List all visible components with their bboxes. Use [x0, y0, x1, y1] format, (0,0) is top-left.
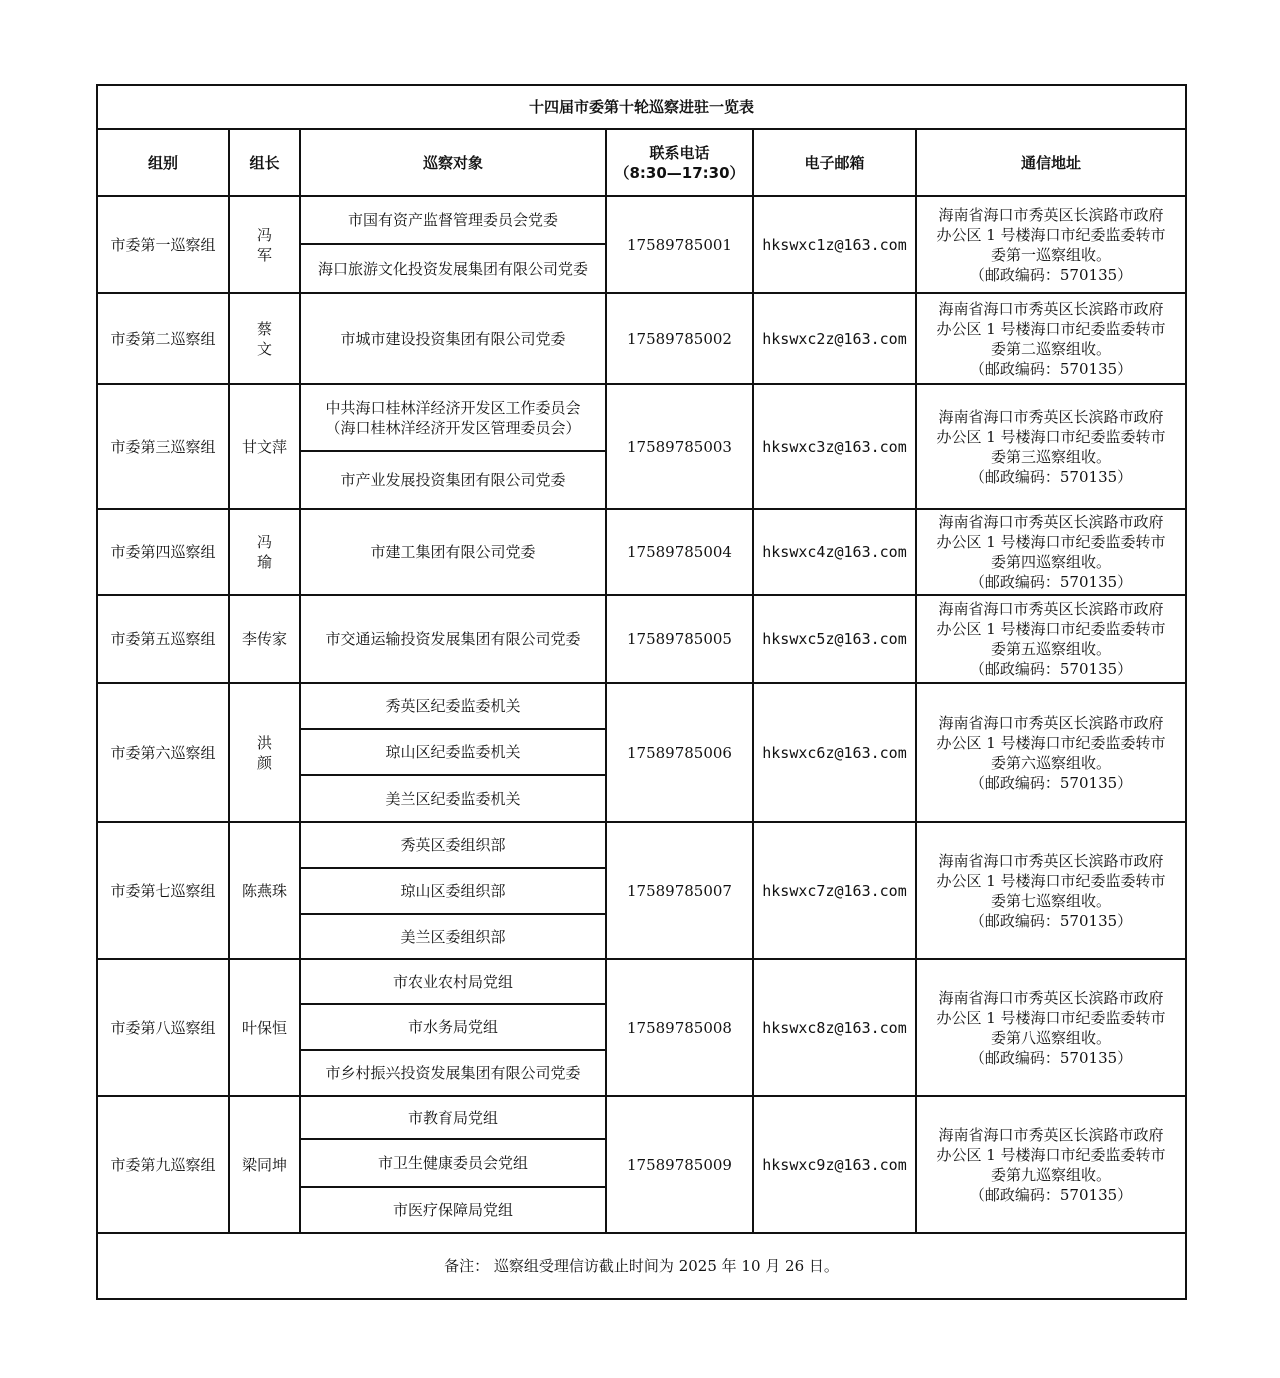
contact-email: hkswxc5z@163.com [753, 595, 916, 683]
inspection-target-line: 秀英区纪委监委机关 [385, 697, 521, 715]
table-row [97, 822, 1186, 868]
mailing-address-line: 委第三巡察组收。 [991, 447, 1112, 466]
inspection-target-line: 秀英区委组织部 [400, 836, 506, 854]
mailing-address-line: 海南省海口市秀英区长滨路市政府 [938, 713, 1164, 732]
table-row [97, 293, 1186, 384]
mailing-address-line: （邮政编码：570135） [969, 467, 1133, 486]
inspection-target-line: 市乡村振兴投资发展集团有限公司党委 [325, 1064, 581, 1082]
mailing-address-line: 办公区 1 号楼海口市纪委监委转市 [936, 427, 1166, 446]
mailing-address-line: 海南省海口市秀英区长滨路市政府 [938, 988, 1164, 1007]
mailing-address-line: 海南省海口市秀英区长滨路市政府 [938, 205, 1164, 224]
inspection-target [300, 293, 606, 384]
contact-email: hkswxc9z@163.com [753, 1096, 916, 1233]
mailing-address-line: （邮政编码：570135） [969, 911, 1133, 930]
inspection-target-line: 市建工集团有限公司党委 [370, 543, 536, 561]
group-leader: 李传家 [229, 595, 300, 683]
mailing-address-line: 委第一巡察组收。 [991, 245, 1112, 264]
group-name: 市委第九巡察组 [97, 1096, 229, 1233]
inspection-target-line: 中共海口桂林洋经济开发区工作委员会 [325, 398, 581, 417]
header-phone-hours: （8:30—17:30） [614, 163, 745, 182]
inspection-target-line: 市教育局党组 [407, 1108, 498, 1127]
header-target: 巡察对象 [300, 129, 606, 196]
table-title: 十四届市委第十轮巡察进驻一览表 [97, 85, 1186, 129]
contact-phone: 17589785002 [606, 293, 753, 384]
mailing-address-line: （邮政编码：570135） [969, 1185, 1133, 1204]
contact-phone: 17589785009 [606, 1096, 753, 1233]
mailing-address-line: 海南省海口市秀英区长滨路市政府 [938, 407, 1164, 426]
inspection-table [96, 84, 1187, 1300]
mailing-address-line: 海南省海口市秀英区长滨路市政府 [938, 851, 1164, 870]
group-name: 市委第四巡察组 [97, 509, 229, 595]
inspection-target [300, 729, 606, 775]
header-phone [606, 129, 753, 196]
inspection-target-line: 美兰区委组织部 [400, 927, 506, 946]
inspection-target [300, 1187, 606, 1233]
inspection-target [300, 775, 606, 822]
mailing-address-line: 海南省海口市秀英区长滨路市政府 [938, 600, 1164, 618]
mailing-address-line: 办公区 1 号楼海口市纪委监委转市 [936, 871, 1166, 890]
mailing-address-line: 海南省海口市秀英区长滨路市政府 [938, 1125, 1164, 1144]
mailing-address [916, 196, 1186, 293]
mailing-address-line: 海南省海口市秀英区长滨路市政府 [938, 513, 1164, 531]
header-address: 通信地址 [916, 129, 1186, 196]
group-name: 市委第三巡察组 [97, 384, 229, 509]
inspection-target [300, 1096, 606, 1139]
inspection-target [300, 959, 606, 1004]
contact-phone: 17589785003 [606, 384, 753, 509]
table-row [97, 959, 1186, 1004]
mailing-address-line: （邮政编码：570135） [969, 773, 1133, 792]
contact-phone: 17589785006 [606, 683, 753, 822]
inspection-target [300, 1050, 606, 1096]
contact-phone: 17589785001 [606, 196, 753, 293]
mailing-address [916, 959, 1186, 1096]
contact-email: hkswxc1z@163.com [753, 196, 916, 293]
mailing-address-line: 委第六巡察组收。 [991, 753, 1112, 772]
inspection-target-line: 市水务局党组 [407, 1018, 498, 1036]
contact-phone: 17589785008 [606, 959, 753, 1096]
group-name: 市委第八巡察组 [97, 959, 229, 1096]
inspection-target-line: 市医疗保障局党组 [392, 1201, 513, 1219]
mailing-address-line: （邮政编码：570135） [969, 660, 1133, 678]
group-leader: 蔡 文 [229, 293, 300, 384]
inspection-target [300, 451, 606, 509]
inspection-target-line: 市交通运输投资发展集团有限公司党委 [325, 630, 581, 648]
inspection-target-line: 市农业农村局党组 [392, 972, 513, 991]
mailing-address-line: 办公区 1 号楼海口市纪委监委转市 [936, 225, 1166, 244]
mailing-address-line: （邮政编码：570135） [969, 1048, 1133, 1067]
table-note: 备注： 巡察组受理信访截止时间为 2025 年 10 月 26 日。 [97, 1233, 1186, 1299]
inspection-target-line: 海口旅游文化投资发展集团有限公司党委 [317, 259, 588, 278]
mailing-address-line: 办公区 1 号楼海口市纪委监委转市 [936, 319, 1166, 338]
group-leader: 甘文萍 [229, 384, 300, 509]
mailing-address-line: 办公区 1 号楼海口市纪委监委转市 [936, 1008, 1166, 1027]
table-row [97, 1096, 1186, 1139]
mailing-address-line: 委第八巡察组收。 [991, 1028, 1112, 1047]
header-group: 组别 [97, 129, 229, 196]
group-leader: 冯 军 [229, 196, 300, 293]
group-leader: 梁同坤 [229, 1096, 300, 1233]
contact-email: hkswxc7z@163.com [753, 822, 916, 959]
mailing-address-line: （邮政编码：570135） [969, 359, 1133, 378]
mailing-address-line: （邮政编码：570135） [969, 573, 1133, 591]
header-leader: 组长 [229, 129, 300, 196]
inspection-target-line: 市国有资产监督管理委员会党委 [347, 211, 558, 229]
contact-phone: 17589785005 [606, 595, 753, 683]
mailing-address [916, 384, 1186, 509]
inspection-target [300, 683, 606, 729]
contact-email: hkswxc4z@163.com [753, 509, 916, 595]
inspection-target-line: （海口桂林洋经济开发区管理委员会） [325, 418, 581, 437]
mailing-address-line: 办公区 1 号楼海口市纪委监委转市 [936, 620, 1166, 638]
table-row [97, 196, 1186, 244]
mailing-address-line: 委第五巡察组收。 [991, 640, 1112, 658]
mailing-address-line: （邮政编码：570135） [969, 265, 1133, 284]
contact-email: hkswxc3z@163.com [753, 384, 916, 509]
group-leader: 陈燕珠 [229, 822, 300, 959]
inspection-target [300, 595, 606, 683]
table-row [97, 384, 1186, 451]
contact-phone: 17589785007 [606, 822, 753, 959]
inspection-target-line: 美兰区纪委监委机关 [385, 789, 521, 808]
contact-email: hkswxc6z@163.com [753, 683, 916, 822]
mailing-address-line: 委第四巡察组收。 [991, 553, 1112, 571]
mailing-address [916, 509, 1186, 595]
group-leader: 叶保恒 [229, 959, 300, 1096]
contact-phone: 17589785004 [606, 509, 753, 595]
mailing-address-line: 办公区 1 号楼海口市纪委监委转市 [936, 733, 1166, 752]
mailing-address [916, 683, 1186, 822]
table-row [97, 509, 1186, 595]
inspection-target [300, 196, 606, 244]
header-phone-label: 联系电话 [649, 143, 710, 162]
group-leader: 冯 瑜 [229, 509, 300, 595]
contact-email: hkswxc8z@163.com [753, 959, 916, 1096]
mailing-address-line: 委第七巡察组收。 [991, 891, 1112, 910]
inspection-target [300, 384, 606, 451]
header-row [97, 129, 1186, 196]
group-name: 市委第一巡察组 [97, 196, 229, 293]
inspection-target [300, 914, 606, 959]
inspection-target-line: 琼山区委组织部 [400, 882, 506, 900]
group-name: 市委第六巡察组 [97, 683, 229, 822]
header-email: 电子邮箱 [753, 129, 916, 196]
group-name: 市委第二巡察组 [97, 293, 229, 384]
inspection-target-line: 市产业发展投资集团有限公司党委 [340, 471, 566, 489]
inspection-target [300, 244, 606, 293]
mailing-address-line: 委第二巡察组收。 [991, 339, 1112, 358]
inspection-target-line: 市城市建设投资集团有限公司党委 [340, 329, 566, 348]
inspection-target [300, 868, 606, 914]
inspection-target [300, 1004, 606, 1050]
group-name: 市委第七巡察组 [97, 822, 229, 959]
inspection-target [300, 822, 606, 868]
table-row [97, 595, 1186, 683]
contact-email: hkswxc2z@163.com [753, 293, 916, 384]
inspection-target [300, 509, 606, 595]
group-leader: 洪 颜 [229, 683, 300, 822]
table-row [97, 683, 1186, 729]
mailing-address [916, 293, 1186, 384]
inspection-target-line: 市卫生健康委员会党组 [377, 1154, 528, 1172]
mailing-address-line: 委第九巡察组收。 [991, 1165, 1112, 1184]
mailing-address [916, 1096, 1186, 1233]
group-name: 市委第五巡察组 [97, 595, 229, 683]
mailing-address-line: 海南省海口市秀英区长滨路市政府 [938, 299, 1164, 318]
mailing-address [916, 822, 1186, 959]
mailing-address [916, 595, 1186, 683]
mailing-address-line: 办公区 1 号楼海口市纪委监委转市 [936, 1145, 1166, 1164]
inspection-target-line: 琼山区纪委监委机关 [385, 743, 521, 761]
mailing-address-line: 办公区 1 号楼海口市纪委监委转市 [936, 533, 1166, 551]
inspection-target [300, 1139, 606, 1187]
